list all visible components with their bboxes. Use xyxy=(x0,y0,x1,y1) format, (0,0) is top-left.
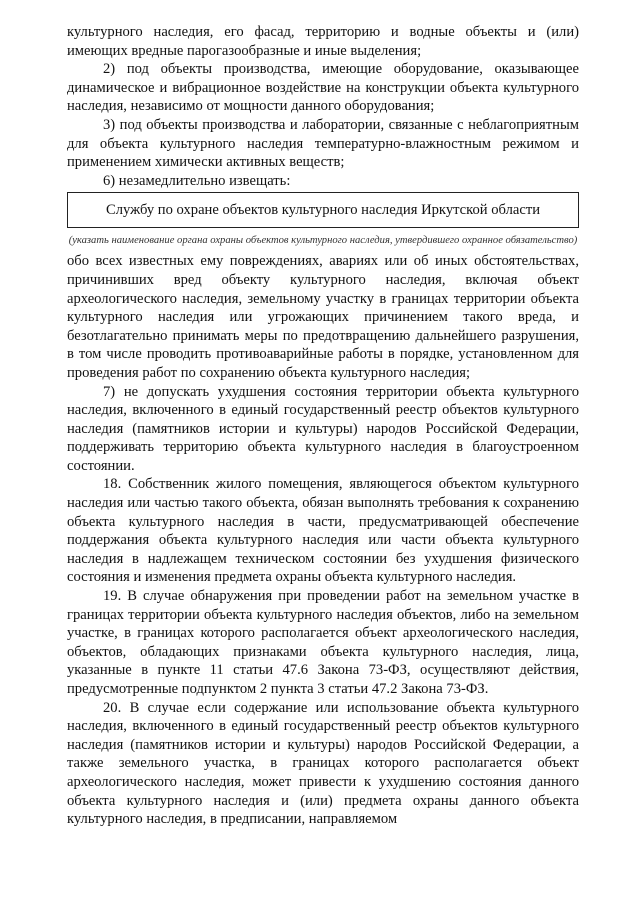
paragraph-18: 18. Собственник жилого помещения, являющегося объектом культурного наследия или частью такого объекта, обязан выполнять требования к сохранению объекта культурного наследия в части, предусматривающей обеспечение поддержания объекта культурного наследия или части объекта культурного наследия в надлежащем техническом состоянии без ухудшения физического состояния и изменения предмета охраны объекта культурного наследия. xyxy=(67,476,579,586)
paragraph-item-7: 7) не допускать ухудшения состояния территории объекта культурного наследия, включенного в единый государственный реестр объектов культурного наследия (памятников истории и культуры) народов Российской Федерации, поддерживать территорию объекта культурного наследия в благоустроенном состоянии. xyxy=(67,383,579,474)
authority-note: (указать наименование органа охраны объектов культурного наследия, утвердившего охранное обязательство) xyxy=(68,235,578,247)
paragraph-item-2: 2) под объекты производства, имеющие оборудование, оказывающее динамическое и вибрационное воздействие на конструкции объекта культурного наследия, независимо от мощности данного оборудования; xyxy=(67,61,579,115)
document-page xyxy=(67,23,579,829)
paragraph-continuation: культурного наследия, его фасад, территорию и водные объекты и (или) имеющих вредные парогазообразные и иные выделения; xyxy=(67,24,579,59)
paragraph-item-6: 6) незамедлительно извещать: xyxy=(103,172,291,189)
authority-box: Службу по охране объектов культурного наследия Иркутской области xyxy=(67,192,579,228)
paragraph-19: 19. В случае обнаружения при проведении работ на земельном участке в границах территории объекта культурного наследия объектов, либо на земельном участке, в границах которого располагается объект археологического наследия, объектов, обладающих признаками объекта культурного наследия, лица, указанные в пункте 11 статьи 47.6 Закона 73-ФЗ, осуществляют действия, предусмотренные подпунктом 2 пункта 3 статьи 47.2 Закона 73-ФЗ. xyxy=(67,588,579,697)
paragraph-item-3: 3) под объекты производства и лаборатории, связанные с неблагоприятным для объекта культурного наследия температурно-влажностным режимом и применением химически активных веществ; xyxy=(67,116,579,171)
paragraph-damage-notice: обо всех известных ему повреждениях, авариях или об иных обстоятельствах, причинивших вред объекту культурного наследия, включая объект археологического наследия, земельному участку в границах территории объекта культурного наследия или угрожающих причинением такого вреда, и безотлагательно принимать меры по предотвращению дальнейшего разрушения, в том числе проводить противоаварийные работы в порядке, установленном для проведения работ по сохранению объекта культурного наследия; xyxy=(67,253,579,381)
paragraph-20: 20. В случае если содержание или использование объекта культурного наследия, включенного в единый государственный реестр объектов культурного наследия (памятников истории и культуры) народов Российской Федерации, а также земельного участка, в границах которого располагается объект археологического наследия, может привести к ухудшению состояния данного объекта культурного наследия и (или) предмета охраны данного объекта культурного наследия, в предписании, направляемом xyxy=(67,699,579,828)
